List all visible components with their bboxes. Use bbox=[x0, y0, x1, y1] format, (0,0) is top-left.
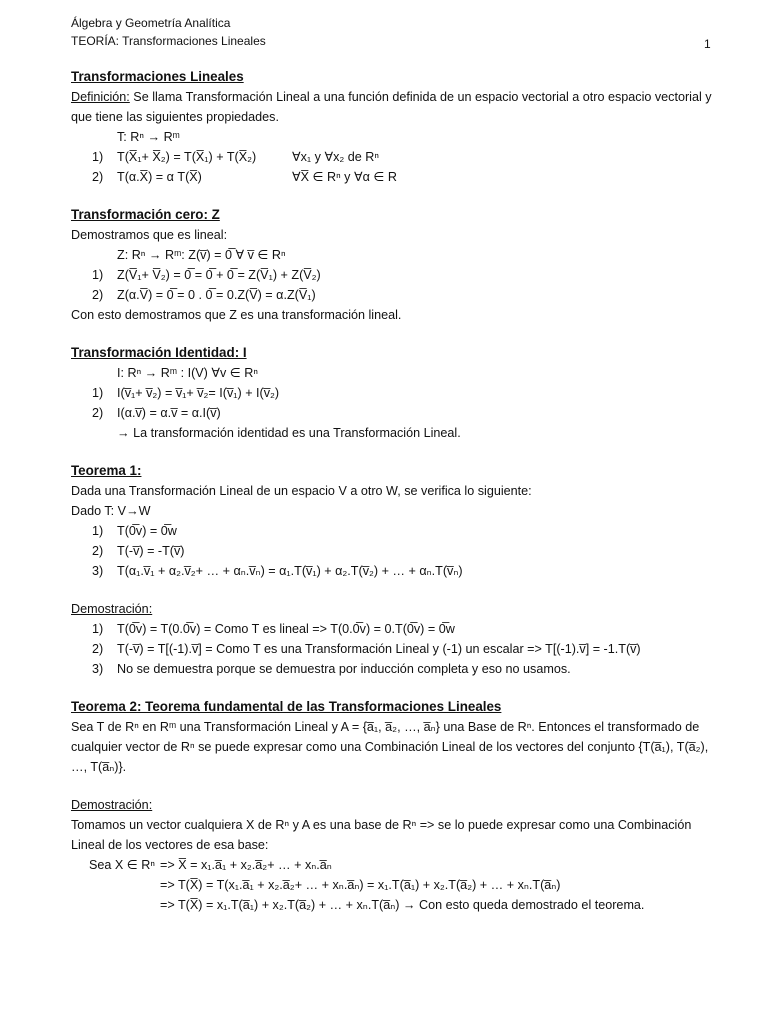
mapping-line: I: Rⁿ → Rᵐ : I(V) ∀v ∈ Rⁿ bbox=[117, 366, 258, 380]
section-title: Transformación Identidad: I bbox=[71, 345, 247, 360]
given-text: Dado T: V→W bbox=[71, 504, 151, 518]
property-list bbox=[71, 147, 717, 187]
derivation-line: => T(X̅) = x₁.T(a̅₁) + x₂.T(a̅₂) + … + xₙ.T(a̅ₙ) → Con esto queda demostrado el teorema. bbox=[160, 898, 645, 912]
property-equation: T(X̅₁+ X̅₂) = T(X̅₁) + T(X̅₂) bbox=[117, 150, 257, 164]
proof-list bbox=[71, 383, 717, 423]
list-item: 3) T(α₁.v̅₁ + α₂.v̅₂+ … + αₙ.v̅ₙ) = α₁.T(v̅₁) + α₂.T(v̅₂) + … + αₙ.T(v̅ₙ) bbox=[92, 564, 463, 578]
section-title: Teorema 1: bbox=[71, 463, 142, 478]
demonstration-label: Demostración: bbox=[71, 798, 153, 812]
conclusion-text: → La transformación identidad es una Transformación Lineal. bbox=[117, 426, 461, 440]
list-item: 1) T(0̅v) = 0̅w bbox=[92, 524, 177, 538]
section-title: Teorema 2: Teorema fundamental de las Transformaciones Lineales bbox=[71, 699, 502, 714]
list-item: 2) T(-v̅) = -T(v̅) bbox=[92, 544, 185, 558]
topic-title: TEORÍA: Transformaciones Lineales bbox=[71, 34, 266, 48]
section-teorema-2 bbox=[71, 697, 717, 915]
page-number: 1 bbox=[704, 37, 711, 51]
list-item: 1) T(0̅v) = T(0.0̅v) = Como T es lineal => T(0.0̅v) = 0.T(0̅v) = 0̅w bbox=[92, 622, 455, 636]
property-condition: ∀x₁ y ∀x₂ de Rⁿ bbox=[292, 150, 379, 164]
list-item: 3) No se demuestra porque se demuestra por inducción completa y eso no usamos. bbox=[92, 662, 571, 676]
demonstration-label: Demostración: bbox=[71, 602, 153, 616]
list-item: 2) I(α.v̅) = α.v̅ = α.I(v̅) bbox=[92, 406, 221, 420]
demonstration-text: Tomamos un vector cualquiera X de Rⁿ y A es una base de Rⁿ => se lo puede expresar como una Combinación Lineal de los vectores de esa base: bbox=[71, 818, 692, 852]
list-item: 2) T(-v̅) = T[(-1).v̅] = Como T es una Transformación Lineal y (-1) un escalar => T[(-1).v̅] = -1.T(v̅) bbox=[92, 642, 641, 656]
conclusion-text: Con esto demostramos que Z es una transformación lineal. bbox=[71, 308, 402, 322]
section-title: Transformación cero: Z bbox=[71, 207, 220, 222]
page-header bbox=[71, 14, 717, 50]
section-transformacion-cero bbox=[71, 205, 717, 325]
section-transformaciones-lineales bbox=[71, 67, 717, 187]
mapping-line: T: Rⁿ → Rᵐ bbox=[117, 130, 180, 144]
document-page bbox=[71, 14, 717, 915]
list-item: 1) T(X̅₁+ X̅₂) = T(X̅₁) + T(X̅₂) ∀x₁ y ∀x₂ de Rⁿ bbox=[71, 147, 717, 167]
section-transformacion-identidad bbox=[71, 343, 717, 443]
section-title: Transformaciones Lineales bbox=[71, 69, 244, 84]
proof-list bbox=[71, 265, 717, 305]
property-equation: T(α.X̅) = α T(X̅) bbox=[117, 170, 202, 184]
property-condition: ∀X̅ ∈ Rⁿ y ∀α ∈ R bbox=[292, 170, 397, 184]
definition-paragraph bbox=[71, 87, 717, 127]
list-item: 2) Z(α.V̅) = 0̅ = 0 . 0̅ = 0.Z(V̅) = α.Z(V̅₁) bbox=[92, 288, 316, 302]
theorem-text: Sea T de Rⁿ en Rᵐ una Transformación Lineal y A = {a̅₁, a̅₂, …, a̅ₙ} una Base de Rⁿ. Entonces el transformado de cualquier vector de Rⁿ se puede expresar como una Combinación Lineal de los vectores del conjunto {T(a̅₁), T(a̅₂), …, T(a̅ₙ)}. bbox=[71, 720, 709, 774]
list-item: 2) T(α.X̅) = α T(X̅) ∀X̅ ∈ Rⁿ y ∀α ∈ R bbox=[71, 167, 717, 187]
intro-text: Demostramos que es lineal: bbox=[71, 228, 228, 242]
list-item: 1) I(v̅₁+ v̅₂) = v̅₁+ v̅₂= I(v̅₁) + I(v̅₂) bbox=[92, 386, 280, 400]
derivation-line: Sea X ∈ Rⁿ => X̅ = x₁.a̅₁ + x₂.a̅₂+ … + xₙ.a̅ₙ bbox=[89, 858, 332, 872]
intro-text: Dada una Transformación Lineal de un espacio V a otro W, se verifica lo siguiente: bbox=[71, 484, 532, 498]
definition-label: Definición: bbox=[71, 90, 130, 104]
definition-text: Se llama Transformación Lineal a una función definida de un espacio vectorial a otro espacio vectorial y que tiene las siguientes propiedades. bbox=[71, 90, 712, 124]
property-list bbox=[71, 521, 717, 581]
mapping-line: Z: Rⁿ → Rᵐ: Z(v̅) = 0̅ ∀ v̅ ∈ Rⁿ bbox=[117, 248, 286, 262]
section-teorema-1 bbox=[71, 461, 717, 679]
course-title: Álgebra y Geometría Analítica bbox=[71, 16, 231, 30]
derivation-line: => T(X̅) = T(x₁.a̅₁ + x₂.a̅₂+ … + xₙ.a̅ₙ) = x₁.T(a̅₁) + x₂.T(a̅₂) + … + xₙ.T(a̅ₙ) bbox=[160, 878, 561, 892]
list-item: 1) Z(V̅₁+ V̅₂) = 0̅ = 0̅ + 0̅ = Z(V̅₁) + Z(V̅₂) bbox=[92, 268, 321, 282]
proof-list bbox=[71, 619, 717, 679]
